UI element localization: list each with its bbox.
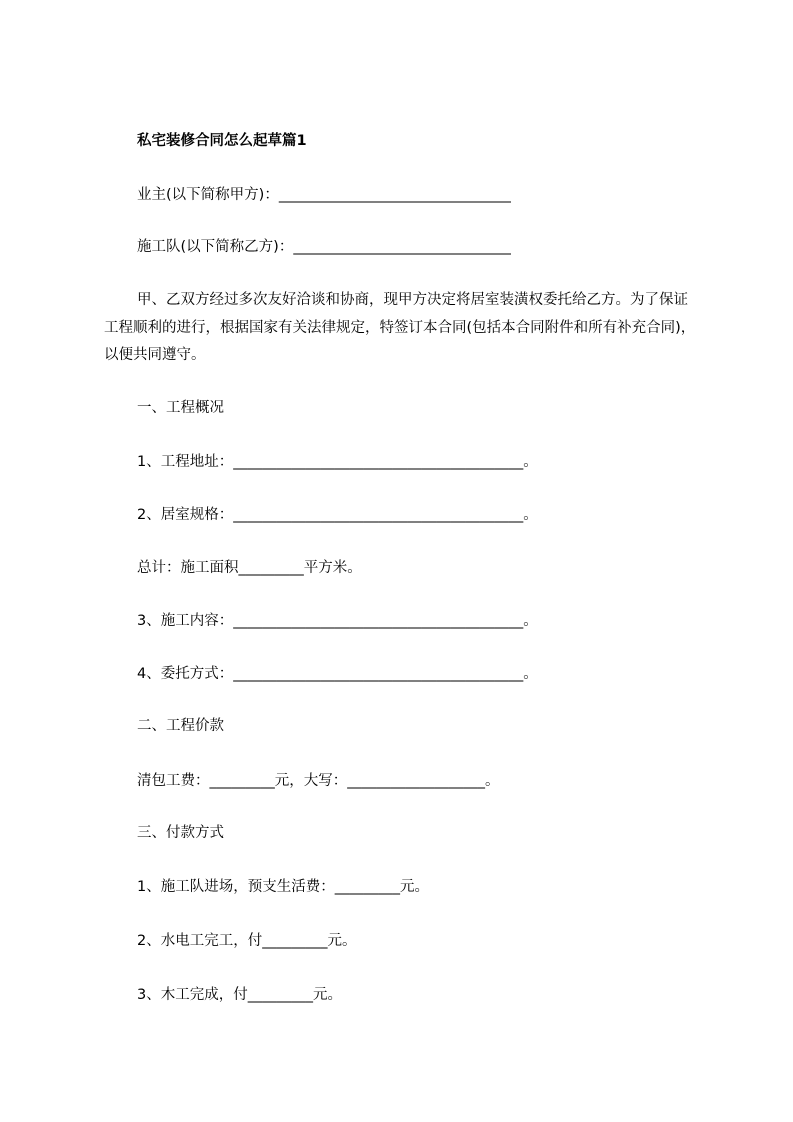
labor-fee-line: 清包工费：_________元，大写：___________________。 — [137, 773, 500, 789]
intro-paragraph — [104, 287, 702, 370]
payment-item-2: 2、水电工完工，付_________元。 — [137, 933, 357, 949]
owner-party-line: 业主(以下简称甲方)：________________________________ — [137, 187, 511, 203]
intro-paragraph-text: 甲、乙双方经过多次友好洽谈和协商，现甲方决定将居室装潢权委托给乙方。为了保证工程顺利的进行，根据国家有关法律规定，特签订本合同(包括本合同附件和所有补充合同)，以便共同遵守。 — [104, 292, 696, 363]
commission-mode-line: 4、委托方式：________________________________________。 — [137, 666, 538, 682]
room-specs-line: 2、居室规格：________________________________________。 — [137, 507, 538, 523]
document-title: 私宅装修合同怎么起草篇1 — [137, 133, 307, 149]
payment-item-3: 3、木工完成，付_________元。 — [137, 987, 342, 1003]
payment-item-1: 1、施工队进场，预支生活费：_________元。 — [137, 879, 429, 895]
contractor-party-line: 施工队(以下简称乙方)：______________________________ — [137, 239, 511, 255]
section-heading-project-price: 二、工程价款 — [137, 718, 224, 734]
section-heading-project-overview: 一、工程概况 — [137, 400, 224, 416]
total-area-line: 总计：施工面积_________平方米。 — [137, 560, 362, 576]
section-heading-payment-method: 三、付款方式 — [137, 825, 224, 841]
construction-content-line: 3、施工内容：________________________________________。 — [137, 613, 538, 629]
project-address-line: 1、工程地址：________________________________________。 — [137, 454, 538, 470]
